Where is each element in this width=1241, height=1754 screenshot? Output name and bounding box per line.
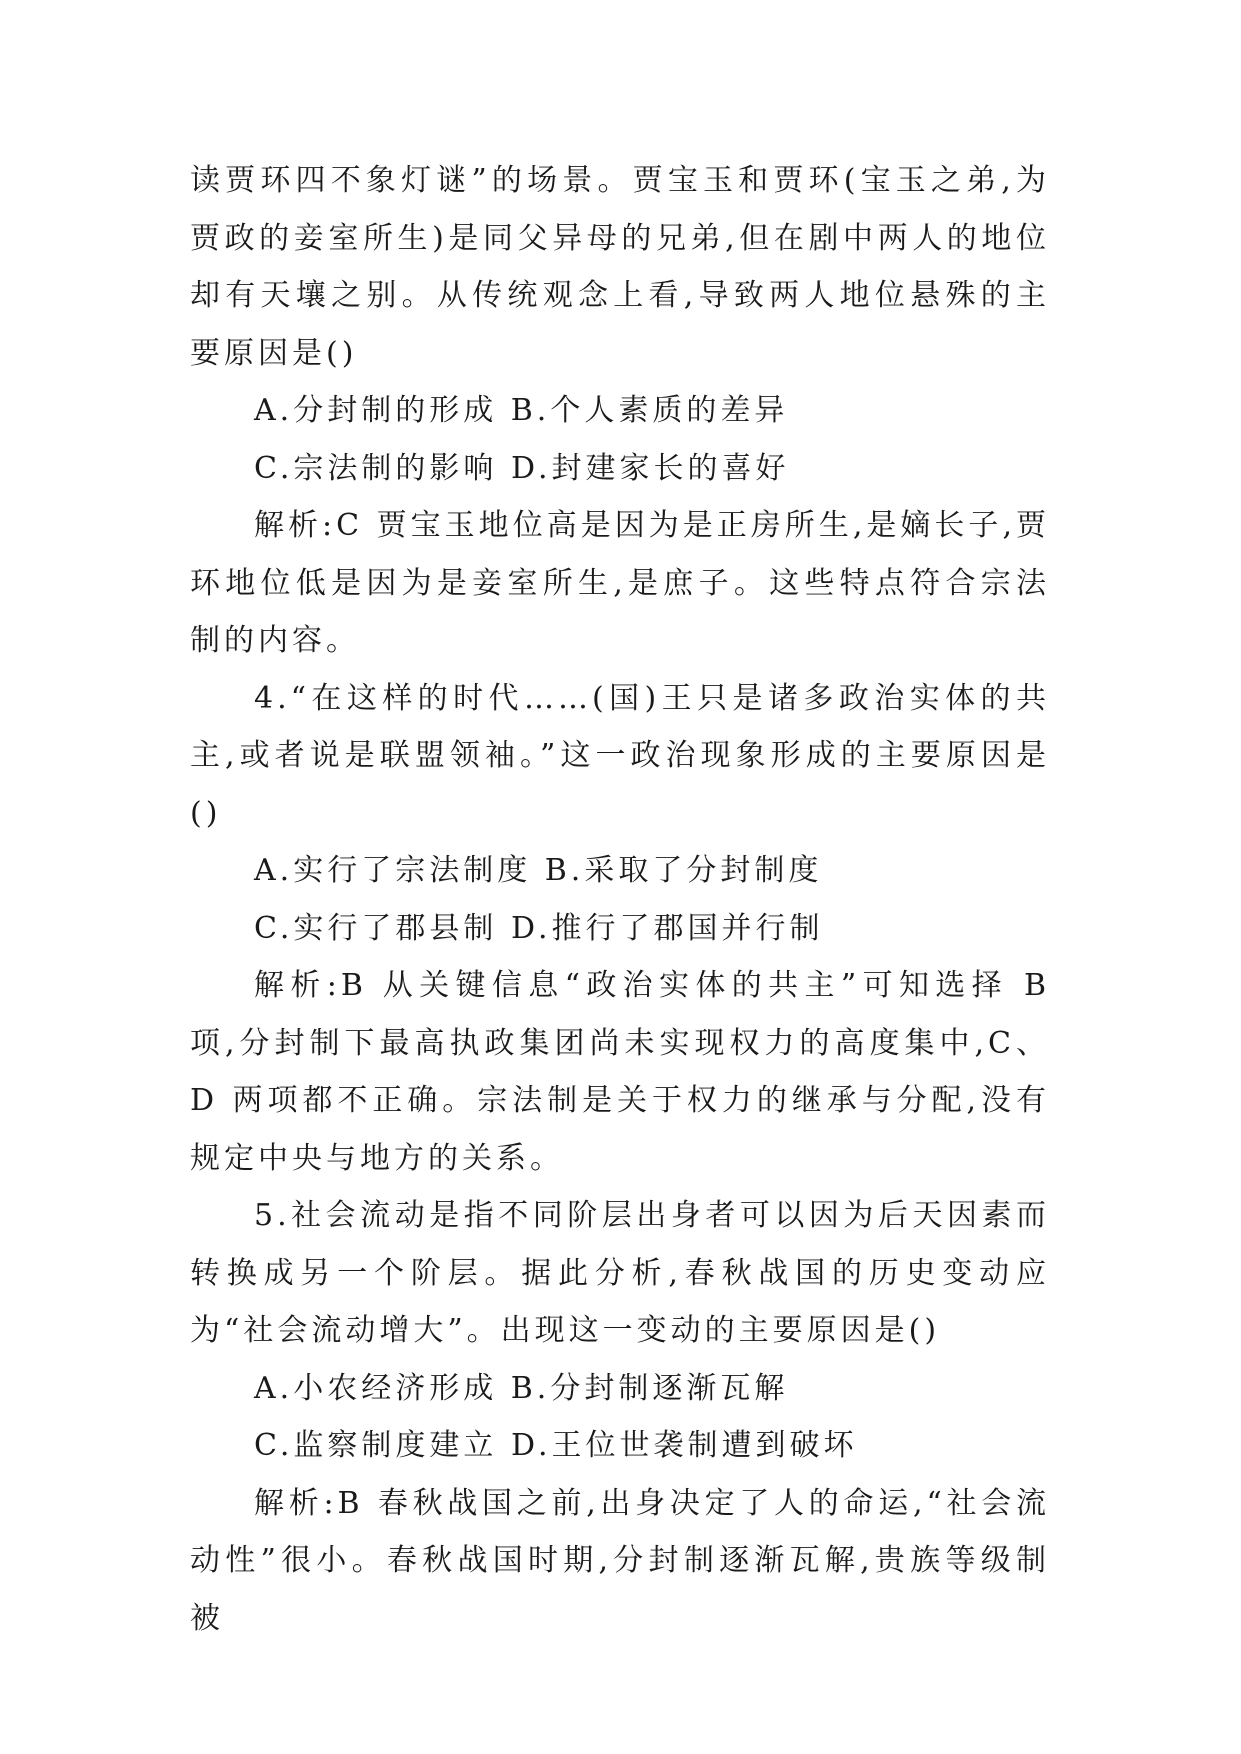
option-line: C.监察制度建立 D.王位世袭制遭到破坏 (254, 1428, 858, 1463)
answer-analysis: 解析:B 从关键信息“政治实体的共主”可知选择 B 项,分封制下最高执政集团尚未实现权力的高度集中,C、D 两项都不正确。宗法制是关于权力的继承与分配,没有规定中央与地方的关系。 (190, 968, 1050, 1176)
question-continuation: 读贾环四不象灯谜”的场景。贾宝玉和贾环(宝玉之弟,为贾政的妾室所生)是同父异母的兄弟,但在剧中两人的地位却有天壤之别。从传统观念上看,导致两人地位悬殊的主要原因是() (190, 163, 1050, 371)
option-line: A.分封制的形成 B.个人素质的差异 (254, 393, 789, 428)
question-5: 5.社会流动是指不同阶层出身者可以因为后天因素而转换成另一个阶层。据此分析,春秋战国的历史变动应为“社会流动增大”。出现这一变动的主要原因是() (190, 1198, 1050, 1348)
option-line: A.实行了宗法制度 B.采取了分封制度 (254, 853, 823, 888)
answer-analysis: 解析:B 春秋战国之前,出身决定了人的命运,“社会流动性”很小。春秋战国时期,分封制逐渐瓦解,贵族等级制被 (190, 1485, 1050, 1636)
document-page (190, 152, 1050, 1647)
option-line: C.实行了郡县制 D.推行了郡国并行制 (254, 910, 824, 946)
question-4: 4.“在这样的时代……(国)王只是诸多政治实体的共主,或者说是联盟领袖。”这一政治现象形成的主要原因是() (190, 680, 1050, 831)
option-line: A.小农经济形成 B.分封制逐渐瓦解 (254, 1370, 789, 1406)
answer-analysis: 解析:C 贾宝玉地位高是因为是正房所生,是嫡长子,贾环地位低是因为是妾室所生,是庶子。这些特点符合宗法制的内容。 (190, 508, 1050, 658)
option-line: C.宗法制的影响 D.封建家长的喜好 (254, 450, 790, 486)
